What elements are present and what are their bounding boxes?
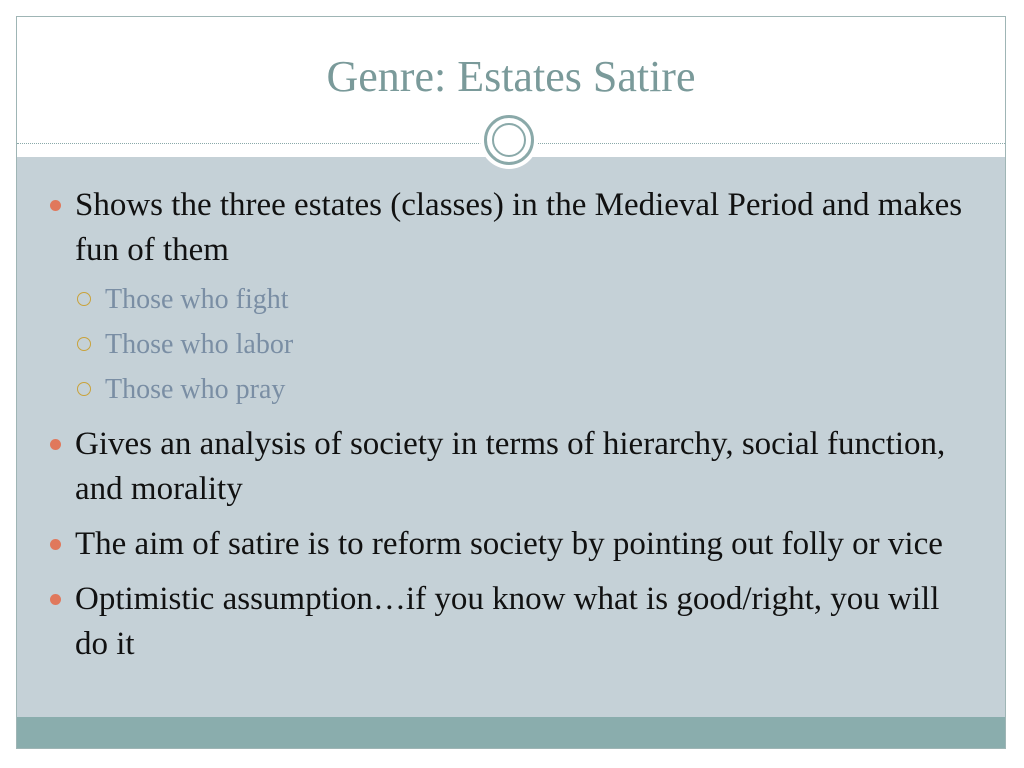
double-ring-divider-icon (484, 115, 534, 165)
hollow-circle-bullet-icon (77, 382, 91, 396)
sub-bullet-text: Those who labor (105, 329, 294, 360)
bullet-item (47, 522, 967, 567)
hollow-circle-bullet-icon (77, 292, 91, 306)
sub-bullet-item (75, 322, 967, 367)
sub-bullet-text: Those who fight (105, 284, 289, 315)
bullet-list (47, 183, 967, 677)
bullet-text: Optimistic assumption…if you know what is good/right, you will do it (75, 581, 940, 662)
hollow-circle-bullet-icon (77, 337, 91, 351)
sub-bullet-item (75, 277, 967, 322)
sub-bullet-text: Those who pray (105, 374, 286, 405)
bullet-text: Gives an analysis of society in terms of hierarchy, social function, and morality (75, 426, 946, 507)
filled-circle-bullet-icon (50, 439, 61, 450)
slide-title: Genre: Estates Satire (326, 52, 696, 101)
bullet-item (47, 183, 967, 412)
filled-circle-bullet-icon (50, 200, 61, 211)
sub-bullet-item (75, 367, 967, 412)
sub-bullet-list (75, 277, 967, 412)
slide (16, 16, 1006, 749)
bullet-item (47, 422, 967, 512)
filled-circle-bullet-icon (50, 594, 61, 605)
bullet-item (47, 577, 967, 667)
content-area (17, 157, 1005, 717)
footer-bar (17, 717, 1005, 749)
bullet-text: Shows the three estates (classes) in the Medieval Period and makes fun of them (75, 187, 963, 268)
filled-circle-bullet-icon (50, 539, 61, 550)
bullet-text: The aim of satire is to reform society by pointing out folly or vice (75, 526, 943, 562)
